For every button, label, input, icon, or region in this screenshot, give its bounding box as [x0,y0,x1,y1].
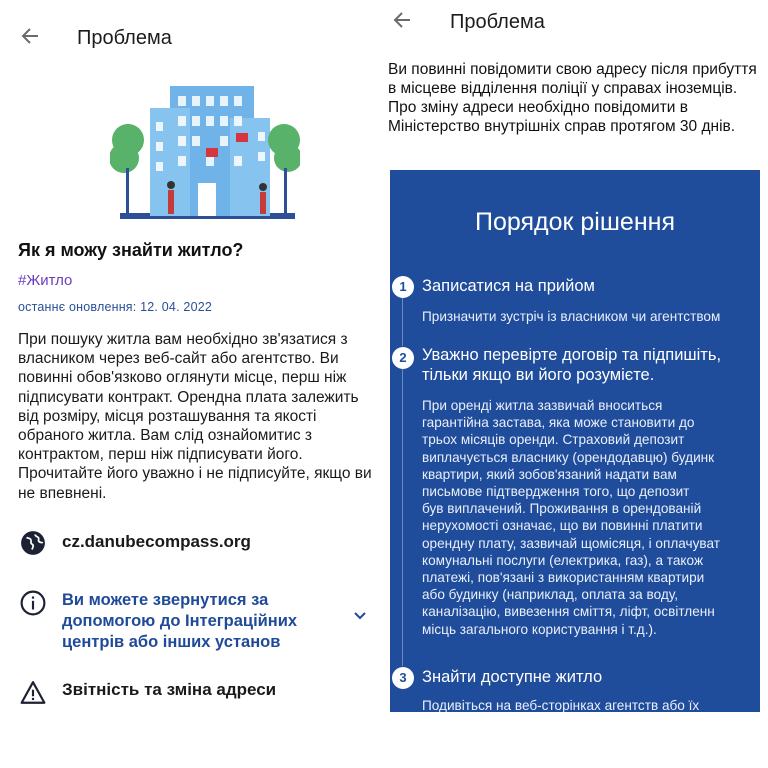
step-title: Знайти доступне житло [422,668,603,686]
reporting-text[interactable]: Звітність та зміна адреси [62,680,277,699]
step-number: 1 [392,276,414,298]
back-arrow-icon[interactable] [20,26,40,50]
step-number: 2 [392,347,414,369]
answer-text: При пошуку житла вам необхідно зв'язатися з власником через веб-сайт або агентство. Ви повинні обов'язково оглянути місце, перш ніж підписувати контракт. Орендна плата залежить від розміру, місця розташування та якості обраного житла. Вам слід ознайомитис з контрактом, перш ніж підписувати його. Прочитайте його уважно і не підписуйте, якщо ви не впевнені. [18,331,372,502]
address-intro-text: Ви повинні повідомити свою адресу після прибуття в місцеве відділення поліції у справах іноземців. Про зміну адреси необхідно повідомити в Міністерство внутрішніх справ протягом 30 днів. [388,61,757,135]
step-number: 3 [392,667,414,689]
solution-steps-panel [390,170,760,712]
step-description: При оренді житла зазвичай вноситься гарантійна застава, яка може становити до трьох місяців оренди. Страховий депозит виплачується власнику (орендодавцю) будинк квартири, який зобов'язаний надати вам письмове підтвердження того, що депозит був виплачений. Проживання в орендованій нерухомості означає, що ви повинні платити орендну плату, зазвичай щомісяця, і оплачуват комунальні послуги (електрика, газ), а також платежі, пов'язані з використанням квартири або будинку (наприклад, оплата за воду, каналізацію, вивезення сміття, ліфт, освітленн місць загального користування і т.д.). [422,398,720,637]
app-bar [0,18,384,58]
step-title: Записатися на прийом [422,277,595,295]
page-title: Проблема [77,26,172,49]
website-link[interactable]: cz.danubecompass.org [62,532,251,551]
warning-icon [20,680,46,706]
right-screen [384,0,768,768]
steps-divider [402,369,403,666]
globe-icon [20,530,46,556]
back-arrow-icon[interactable] [392,10,412,34]
panel-title: Порядок рішення [475,208,675,236]
reporting-row[interactable] [20,680,277,706]
step-description: Призначити зустріч із власником чи агентством [422,309,721,324]
topic-hashtag[interactable]: #Житло [18,272,73,289]
question-title: Як я можу знайти житло? [18,240,244,260]
page-title: Проблема [450,10,545,33]
steps-divider [402,298,403,346]
help-centers-text[interactable]: Ви можете звернутися за допомогою до Інтеграційних центрів або інших установ [62,591,298,651]
step-description: Подивіться на веб-сторінках агентств або їх [422,698,700,712]
website-link-row[interactable] [20,530,251,556]
app-bar [384,2,768,42]
info-icon [20,590,46,616]
step-title: Уважно перевірте договір та підпишіть, тільки якщо ви його розумієте. [422,346,722,384]
chevron-down-icon[interactable] [352,608,368,624]
last-updated: останнє оновлення: 12. 04. 2022 [18,300,213,314]
help-centers-row[interactable] [20,590,298,651]
housing-illustration [110,78,300,223]
